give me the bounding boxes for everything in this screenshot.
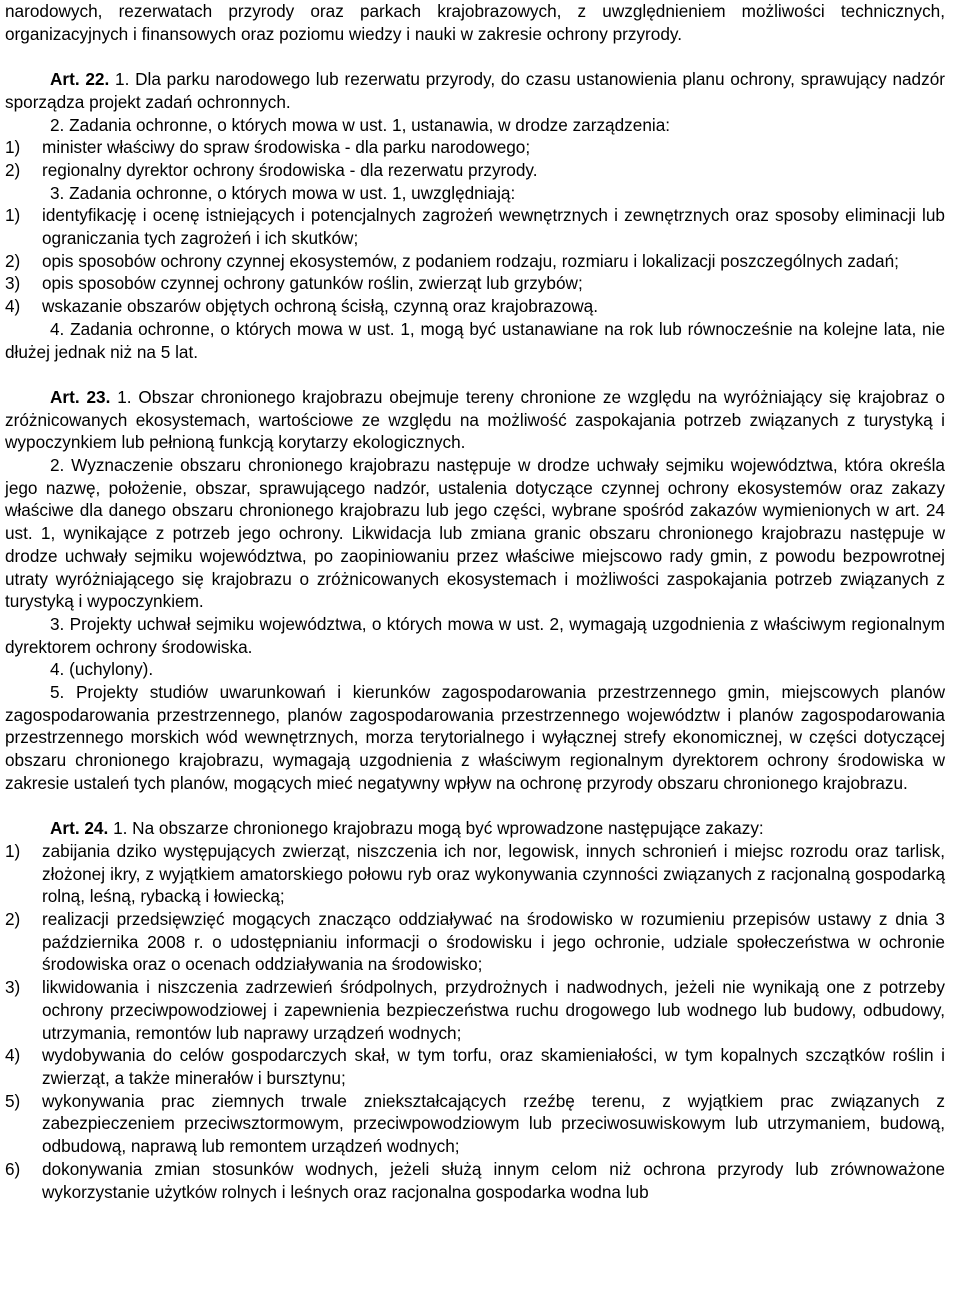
list-text: opis sposobów czynnej ochrony gatunków roślin, zwierząt lub grzybów; — [42, 273, 583, 294]
list-num: 1) — [5, 205, 21, 226]
list-text: wykonywania prac ziemnych trwale zniekształcających rzeźbę terenu, z wyjątkiem prac związanych z zabezpieczeniem przeciwsztormowym, przeciwpowodziowym lub przeciwosuwiskowym lub utrzymaniem, budową, odbudową, naprawą lub remontem urządzeń wodnych; — [42, 1090, 945, 1157]
art22-label: Art. 22. — [50, 69, 110, 90]
art23-para-1 — [5, 386, 945, 454]
list-item — [5, 908, 945, 976]
list-num: 4) — [5, 296, 21, 317]
list-text: likwidowania i niszczenia zadrzewień śródpolnych, przydrożnych i nadwodnych, jeżeli nie wynikają one z potrzeby ochrony przeciwpowodziowej i zapewnienia bezpieczeństwa ruchu drogowego lub wodnego lub budowy, odbudowy, utrzymania, remontów lub naprawy urządzeń wodnych; — [42, 977, 945, 1043]
list-num: 2) — [5, 250, 21, 271]
art23-para-2: 2. Wyznaczenie obszaru chronionego krajobrazu następuje w drodze uchwały sejmiku województwa, która określa jego nazwę, położenie, obszar, sprawującego nadzór, ustalenia dotyczące czynnej ochrony ekosystemów oraz zakazy właściwe dla danego obszaru chronionego krajobrazu lub jego części, wybrane spośród zakazów wymienionych w art. 24 ust. 1, wynikające z potrzeb jego ochrony. Likwidacja lub zmiana granic obszaru chronionego krajobrazu następuje w drodze uchwały sejmiku województwa, po zaopiniowaniu przez właściwe miejscowo rady gmin, z powodu bezpowrotnej utraty wyróżniającego się krajobrazu o zróżnicowanych ekosystemach i możliwości zaspokajania potrzeb związanych z turystyką i wypoczynkiem. — [5, 455, 945, 612]
art22-para-4: 4. Zadania ochronne, o których mowa w ust. 1, mogą być ustanawiane na rok lub równocześnie na kolejne lata, nie dłużej jednak niż na 5 lat. — [5, 318, 945, 362]
art23-para-3: 3. Projekty uchwał sejmiku województwa, o których mowa w ust. 2, wymagają uzgodnienia z właściwym regionalnym dyrektorem ochrony środowiska. — [5, 613, 945, 657]
intro-continuation: narodowych, rezerwatach przyrody oraz parkach krajobrazowych, z uwzględnieniem możliwości technicznych, organizacyjnych i finansowych oraz poziomu wiedzy i nauki w zakresie ochrony przyrody. — [5, 1, 945, 44]
list-num: 1) — [5, 137, 21, 158]
art22-para-3: 3. Zadania ochronne, o których mowa w ust. 1, uwzględniają: — [50, 182, 516, 203]
spacer — [5, 363, 945, 386]
list-num: 5) — [5, 1090, 21, 1111]
list-item — [5, 1158, 945, 1203]
art23-para-4: 4. (uchylony). — [50, 659, 154, 680]
list-num: 3) — [5, 977, 21, 998]
list-num: 2) — [5, 159, 21, 180]
list-text: dokonywania zmian stosunków wodnych, jeżeli służą innym celom niż ochrona przyrody lub zrównoważone wykorzystanie użytków rolnych i leśnych oraz racjonalna gospodarka wodna lub — [42, 1158, 945, 1202]
art22-p1-text: 1. Dla parku narodowego lub rezerwatu przyrody, do czasu ustanowienia planu ochrony, sprawujący nadzór sporządza projekt zadań ochronnych. — [5, 69, 945, 112]
art22-para-2: 2. Zadania ochronne, o których mowa w ust. 1, ustanawia, w drodze zarządzenia: — [50, 114, 671, 135]
list-text: zabijania dziko występujących zwierząt, niszczenia ich nor, legowisk, innych schronień i miejsc rozrodu oraz tarlisk, złożonej ikry, z wyjątkiem amatorskiego połowu ryb oraz wykonywania czynności związanych z racjonalną gospodarką rolną, leśną, rybacką i łowiecką; — [42, 840, 945, 907]
list-text: opis sposobów ochrony czynnej ekosystemów, z podaniem rodzaju, rozmiaru i lokalizacji poszczególnych zadań; — [42, 250, 899, 271]
list-item — [5, 250, 945, 273]
list-text: realizacji przedsięwzięć mogących znacząco oddziaływać na środowisko w rozumieniu przepisów ustawy z dnia 3 października 2008 r. o udostępnianiu informacji o środowisku i jego ochronie, udziale społeczeństwa w ochronie środowiska oraz o ocenach oddziaływania na środowisko; — [42, 909, 945, 975]
spacer — [5, 45, 945, 68]
art23-p1-text: 1. Obszar chronionego krajobrazu obejmuje tereny chronione ze względu na wyróżniający się krajobraz o zróżnicowanych ekosystemach, wartościowe ze względu na możliwość zaspokajania potrzeb związanych z turystyką i wypoczynkiem lub pełnioną funkcją korytarzy ekologicznych. — [5, 386, 945, 453]
list-item — [5, 295, 945, 318]
art23-label: Art. 23. — [50, 386, 111, 407]
list-text: wskazanie obszarów objętych ochroną ścisłą, czynną oraz krajobrazową. — [42, 296, 599, 317]
list-item — [5, 840, 945, 908]
list-num: 1) — [5, 840, 21, 861]
list-num: 6) — [5, 1158, 21, 1179]
art24-para-1 — [5, 817, 945, 840]
list-item — [5, 272, 945, 295]
list-num: 2) — [5, 909, 21, 930]
list-item — [5, 1044, 945, 1089]
list-text: identyfikację i ocenę istniejących i potencjalnych zagrożeń wewnętrznych i zewnętrznych oraz sposoby eliminacji lub ograniczania tych zagrożeń i ich skutków; — [42, 205, 945, 249]
art24-label: Art. 24. — [50, 818, 109, 839]
spacer — [5, 795, 945, 818]
art23-para-5: 5. Projekty studiów uwarunkowań i kierunków zagospodarowania przestrzennego gmin, miejscowych planów zagospodarowania przestrzennego, planów zagospodarowania przestrzennego województw i planów zagospodarowania przestrzennego morskich wód wewnętrznych, morza terytorialnego i wyłącznej strefy ekonomicznej, w części dotyczącej obszaru chronionego krajobrazu, wymagają uzgodnienia z właściwym regionalnym dyrektorem ochrony środowiska w zakresie ustaleń tych planów, mogących mieć negatywny wpływ na ochronę przyrody obszaru chronionego krajobrazu. — [5, 682, 945, 793]
list-item — [5, 136, 945, 159]
list-item — [5, 159, 945, 182]
list-item — [5, 204, 945, 249]
list-text: regionalny dyrektor ochrony środowiska - dla rezerwatu przyrody. — [42, 159, 538, 180]
art24-p1-text: 1. Na obszarze chronionego krajobrazu mogą być wprowadzone następujące zakazy: — [113, 818, 764, 839]
list-num: 3) — [5, 273, 21, 294]
list-num: 4) — [5, 1045, 21, 1066]
list-text: minister właściwy do spraw środowiska - dla parku narodowego; — [42, 137, 531, 158]
list-item — [5, 976, 945, 1044]
list-text: wydobywania do celów gospodarczych skał, w tym torfu, oraz skamieniałości, w tym kopalnych szczątków roślin i zwierząt, a także minerałów i bursztynu; — [42, 1045, 945, 1088]
list-item — [5, 1090, 945, 1158]
art22-para-1 — [5, 68, 945, 113]
